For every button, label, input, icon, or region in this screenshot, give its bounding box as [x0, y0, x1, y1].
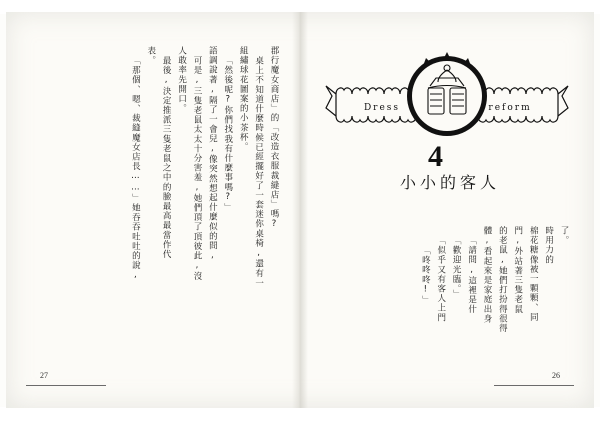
text-column: 體,看起來是家庭出身 [481, 226, 492, 324]
body-text-left-page [34, 46, 280, 346]
text-column: 人敢率先開口。 [176, 46, 187, 114]
text-column: 「咚咚咚!」 [420, 246, 431, 306]
page-rule-right [494, 385, 574, 386]
text-column: 語調說著,隔了一會兒,像突然想起什麼似的問, [207, 46, 218, 262]
text-column: 組繡球花圖案的小茶杯。 [238, 46, 249, 152]
text-column: 了。 [559, 226, 569, 246]
chapter-title-text: 小小的客人 [399, 173, 500, 192]
text-column: 「歡迎光臨。」 [451, 236, 462, 299]
page-number-right: 26 [552, 371, 560, 380]
book-gutter [292, 12, 308, 408]
text-column: 的老鼠,她們打扮得很得 [497, 226, 508, 334]
text-column: 表。 [145, 46, 156, 66]
chapter-title [330, 170, 570, 193]
text-column: 「然後呢?你們找我有什麼事嗎?」 [222, 56, 233, 213]
chapter-header-illustration [322, 30, 572, 150]
text-column: 時用力的 [543, 226, 554, 265]
page-number-left: 27 [40, 371, 48, 380]
text-column: 「那個、嗯、裁縫魔女店長……」她吞吞吐吐的說, [130, 56, 141, 282]
text-column: 棉花糖像被一顆顆、同 [528, 226, 539, 322]
banner-text-left: Dress [363, 103, 401, 113]
text-column: 桌上不知道什麼時候已經擺好了一套迷你桌椅,還有一 [253, 56, 264, 288]
text-column: 最後,決定推派三隻老鼠之中的臉最高最當作代 [161, 56, 172, 260]
page-rule-left [26, 385, 106, 386]
body-text-right-page [386, 226, 570, 346]
banner-text-right: reform [488, 103, 532, 113]
scan-edge-bottom [0, 407, 600, 421]
page-left [6, 12, 300, 408]
text-column: 門,外站著三隻老鼠 [512, 226, 523, 314]
text-column: 可是,三隻老鼠太太十分害羞,她們頂了頂彼此,沒 [191, 56, 202, 282]
text-column: 「似乎又有客人上門 [435, 236, 446, 323]
text-column: 「請問,這裡是什 [466, 236, 477, 315]
open-book-spread [6, 12, 594, 408]
chapter-number: 4 [428, 140, 442, 173]
text-column: 郡行魔女商店」的「改造衣服裁縫店」嗎? [269, 46, 279, 230]
page-right [300, 12, 594, 408]
